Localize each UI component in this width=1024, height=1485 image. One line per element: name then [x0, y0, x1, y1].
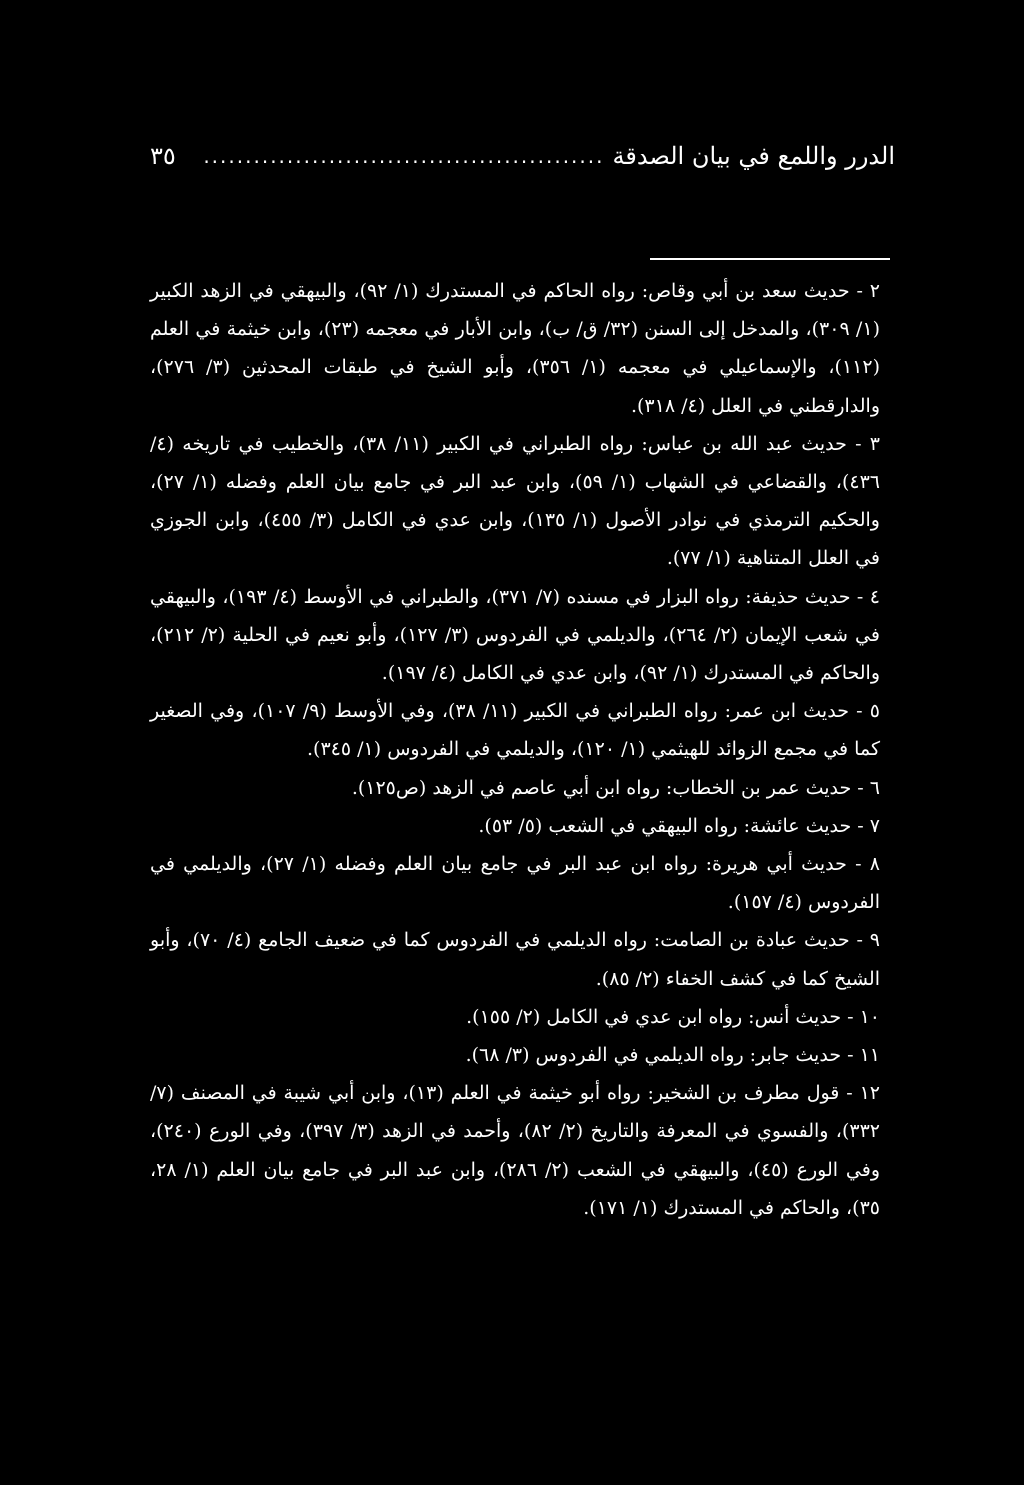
footnote-12: ١٢ - قول مطرف بن الشخير: رواه أبو خيثمة في العلم (١٣)، وابن أبي شيبة في المصنف (٧/ ٣٣٢)، والفسوي في المعرفة والتاريخ (٢/ ٨٢)، وأحمد في الزهد (٣/ ٣٩٧)، وفي الورع (٢٤٠)، وفي الورع (٤٥)، والبيهقي في الشعب (٢/ ٢٨٦)، وابن عبد البر في جامع بيان العلم (١/ ٢٨، ٣٥)، والحاكم في المستدرك (١/ ١٧١). — [150, 1082, 881, 1219]
footnote-2: ٢ - حديث سعد بن أبي وقاص: رواه الحاكم في المستدرك (١/ ٩٢)، والبيهقي في الزهد الكبير (١/ ٣٠٩)، والمدخل إلى السنن (٣٢/ ق/ ب)، وابن الأبار في معجمه (٢٣)، وابن خيثمة في العلم (١١٢)، والإسماعيلي في معجمه (١/ ٣٥٦)، وأبو الشيخ في طبقات المحدثين (٣/ ٢٧٦)، والدارقطني في العلل (٤/ ٣١٨). — [150, 280, 880, 417]
footnote-8: ٨ - حديث أبي هريرة: رواه ابن عبد البر في جامع بيان العلم وفضله (١/ ٢٧)، والديلمي في الفردوس (٤/ ١٥٧). — [150, 853, 880, 914]
footnote-5: ٥ - حديث ابن عمر: رواه الطبراني في الكبير (١١/ ٣٨)، وفي الأوسط (٩/ ١٠٧)، وفي الصغير كما في مجمع الزوائد للهيثمي (١/ ١٢٠)، والديلمي في الفردوس (١/ ٣٤٥). — [150, 700, 880, 761]
footnote-11: ١١ - حديث جابر: رواه الديلمي في الفردوس (٣/ ٦٨). — [465, 1044, 880, 1067]
footnote-10: ١٠ - حديث أنس: رواه ابن عدي في الكامل (٢/ ١٥٥). — [466, 1005, 880, 1028]
footnote-3: ٣ - حديث عبد الله بن عباس: رواه الطبراني في الكبير (١١/ ٣٨)، والخطيب في تاريخه (٤/ ٤٣٦)، والقضاعي في الشهاب (١/ ٥٩)، وابن عبد البر في جامع بيان العلم وفضله (١/ ٢٧)، والحكيم الترمذي في نوادر الأصول (١/ ١٣٥)، وابن عدي في الكامل (٣/ ٤٥٥)، وابن الجوزي في العلل المتناهية (١/ ٧٧). — [150, 432, 880, 570]
running-header — [150, 138, 895, 174]
page-number: ٣٥ — [150, 142, 176, 170]
footnote-6: ٦ - حديث عمر بن الخطاب: رواه ابن أبي عاصم في الزهد (ص١٢٥). — [351, 776, 880, 799]
footnote-separator — [650, 258, 890, 260]
footnote-4: ٤ - حديث حذيفة: رواه البزار في مسنده (٧/ ٣٧١)، والطبراني في الأوسط (٤/ ١٩٣)، والبيهقي في شعب الإيمان (٢/ ٢٦٤)، والديلمي في الفردوس (٣/ ١٢٧)، وأبو نعيم في الحلية (٢/ ٢١٢)، والحاكم في المستدرك (١/ ٩٢)، وابن عدي في الكامل (٤/ ١٩٧). — [150, 585, 881, 685]
footnote-9: ٩ - حديث عبادة بن الصامت: رواه الديلمي في الفردوس كما في ضعيف الجامع (٤/ ٧٠)، وأبو الشيخ كما في كشف الخفاء (٢/ ٨٥). — [150, 929, 880, 990]
leader-dots: ................................................ — [203, 144, 605, 168]
running-header-title: الدرر واللمع في بيان الصدقة — [612, 142, 895, 170]
footnote-7: ٧ - حديث عائشة: رواه البيهقي في الشعب (٥/ ٥٣). — [478, 814, 880, 837]
footnotes — [150, 272, 880, 1227]
